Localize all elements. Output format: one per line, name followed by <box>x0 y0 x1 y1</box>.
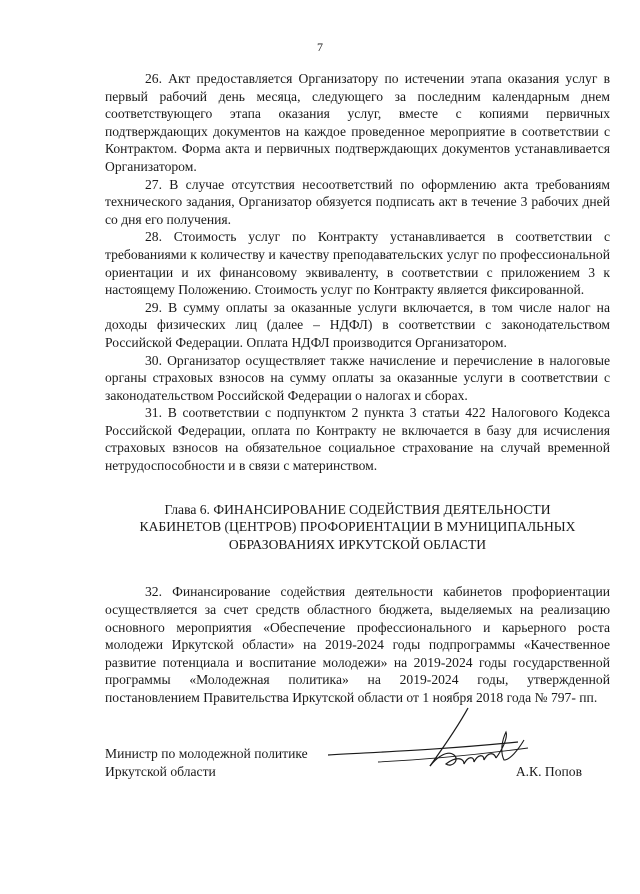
signer-position-line2: Иркутской области <box>105 763 216 779</box>
signature-block <box>105 745 610 780</box>
document-body <box>105 70 610 707</box>
chapter-heading-line3: ОБРАЗОВАНИЯХ ИРКУТСКОЙ ОБЛАСТИ <box>228 536 487 552</box>
signer-name: А.К. Попов <box>515 763 582 779</box>
paragraph-27: 27. В случае отсутствия несоответствий по оформлению акта требованиям технического задания, Организатор обязуется подписать акт в течение 3 рабочих дней со дня его получения. <box>105 176 610 227</box>
paragraph-31: 31. В соответствии с подпунктом 2 пункта 3 статьи 422 Налогового Кодекса Российской Федерации, оплата по Контракту не включается в базу для исчисления страховых взносов на обязательное социальное страхование на случай временной нетрудоспособности и в связи с материнством. <box>105 405 610 474</box>
chapter-heading <box>105 501 610 554</box>
chapter-heading-line2: КАБИНЕТОВ (ЦЕНТРОВ) ПРОФОРИЕНТАЦИИ В МУНИЦИПАЛЬНЫХ <box>139 519 576 535</box>
paragraph-28: 28. Стоимость услуг по Контракту устанавливается в соответствии с требованиями к количеству и качеству преподавательских услуг по профессиональной ориентации и их финансовому эквиваленту, в соответствии с приложением 3 к настоящему Положению. Стоимость услуг по Контракту является фиксированной. <box>105 229 610 298</box>
signer-position-line1: Министр по молодежной политике <box>105 746 308 761</box>
paragraph-29: 29. В сумму оплаты за оказанные услуги включается, в том числе налог на доходы физических лиц (далее – НДФЛ) в соответствии с законодательством Российской Федерации. Оплата НДФЛ производится Организатором. <box>105 299 610 350</box>
chapter-heading-line1: Глава 6. ФИНАНСИРОВАНИЕ СОДЕЙСТВИЯ ДЕЯТЕЛЬНОСТИ <box>164 501 551 517</box>
paragraph-30: 30. Организатор осуществляет также начисление и перечисление в налоговые органы страховых взносов на сумму оплаты за оказанные услуги в соответствии с законодательством Российской Федерации о налогах и сборах. <box>105 352 610 403</box>
paragraph-26: 26. Акт предоставляется Организатору по истечении этапа оказания услуг в первый рабочий день месяца, следующего за последним календарным днем соответствующего этапа оказания услуг, вместе с копиями первичных подтверждающих документов на каждое проведенное мероприятие в соответствии с Контрактом. Форма акта и первичных подтверждающих документов устанавливается Организатором. <box>105 71 610 174</box>
paragraph-32: 32. Финансирование содействия деятельности кабинетов профориентации осуществляется за счет средств областного бюджета, выделяемых на реализацию основного мероприятия «Обеспечение профессионального и карьерного роста молодежи Иркутской области» на 2019-2024 годы подпрограммы «Качественное развитие потенциала и воспитание молодежи» на 2019-2024 годы государственной программы «Молодежная политика» на 2019-2024 годы, утвержденной постановлением Правительства Иркутской области от 1 ноября 2018 года № 797- пп. <box>105 584 610 705</box>
page-number: 7 <box>317 40 323 54</box>
